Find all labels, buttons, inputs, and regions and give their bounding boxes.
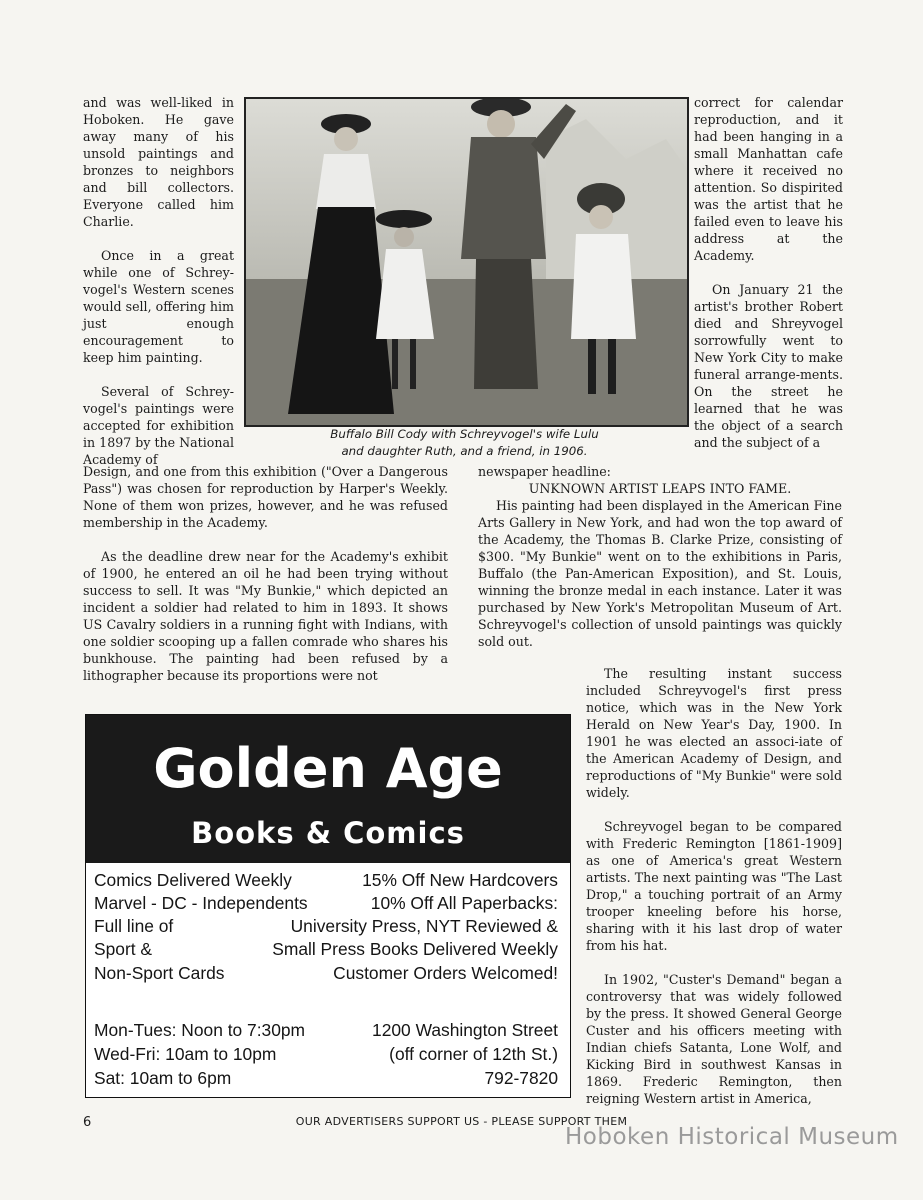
middle-left-column [83, 463, 448, 701]
paragraph: Schreyvogel began to be compared with Frederic Remington [1861-1909] as one of America's great Western artists. The next painting was "The Last Drop," a touching portrait of an Army trooper kneeling before his horse, sharing with it his last drop of water from his hat. [586, 819, 842, 953]
paragraph: correct for calendar reproduction, and it had been hanging in a small Manhattan cafe where it received no attention. So dispirited was the artist that he failed even to leave his address at the Academy. [694, 95, 843, 263]
paragraph: As the deadline drew near for the Academy's exhibit of 1900, he entered an oil he had been trying without success to sell. It was "My Bunkie," which depicted an incident a soldier had related to him in 1893. It shows US Cavalry soldiers in a running fight with Indians, with one soldier scooping up a fallen comrade who shares his bunkhouse. The painting had been refused by a lithographer because its proportions were not [83, 549, 448, 683]
paragraph: The resulting instant success included Schreyvogel's first press notice, which was in the New York Herald on New Year's Day, 1900. In 1901 he was elected an associ-iate of the American Academy of Design, and reproductions of "My Bunkie" were sold widely. [586, 666, 842, 800]
paragraph: Several of Schrey-vogel's paintings were accepted for exhibition in 1897 by the National Academy of [83, 384, 234, 467]
store-hours: Wed-Fri: 10am to 10pm [94, 1044, 277, 1064]
ad-line: Small Press Books Delivered Weekly [272, 939, 558, 959]
watermark: Hoboken Historical Museum [565, 1124, 899, 1150]
ad-line: 15% Off New Hardcovers [362, 870, 558, 890]
paragraph: Design, and one from this exhibition ("Over a Dangerous Pass") was chosen for reproduction by Harper's Weekly. None of them won prizes, however, and he was refused membership in the Academy. [83, 464, 448, 530]
paragraph: newspaper headline: [478, 464, 611, 479]
photograph-image [246, 99, 687, 425]
ad-line: 10% Off All Paperbacks: [370, 893, 558, 913]
ad-line: Marvel - DC - Independents [94, 893, 308, 913]
caption-line: and daughter Ruth, and a friend, in 1906. [341, 444, 588, 458]
middle-right-column [478, 463, 842, 667]
right-column [694, 94, 843, 468]
left-column [83, 94, 234, 485]
golden-age-advertisement [85, 714, 571, 1098]
bottom-right-column [586, 665, 842, 1124]
paragraph: On January 21 the artist's brother Robert died and Shreyvogel sorrowfully went to New York City to make funeral arrange-ments. On the street he learned that he was the object of a search and the subject of a [694, 282, 843, 450]
ad-line: University Press, NYT Reviewed & [290, 916, 558, 936]
store-phone: 792-7820 [484, 1068, 558, 1088]
ad-line: Full line of [94, 916, 174, 936]
store-address: (off corner of 12th St.) [389, 1044, 558, 1064]
ad-line: Sport & [94, 939, 152, 959]
store-address: 1200 Washington Street [372, 1020, 558, 1040]
footer-text: OUR ADVERTISERS SUPPORT US - PLEASE SUPPORT THEM [295, 1115, 628, 1128]
headline: UNKNOWN ARTIST LEAPS INTO FAME. [528, 481, 792, 496]
paragraph: and was well-liked in Hoboken. He gave away many of his unsold paintings and bronzes to neighbors and bill collectors. Everyone called him Charlie. [83, 95, 234, 229]
ad-header [86, 715, 570, 863]
ad-line: Non-Sport Cards [94, 963, 225, 983]
ad-line: Comics Delivered Weekly [94, 870, 292, 890]
photo-caption [244, 426, 685, 460]
photograph [244, 97, 689, 427]
paragraph: Once in a great while one of Schrey-vogel's Western scenes would sell, offering him just enough encouragement to keep him painting. [83, 248, 234, 365]
ad-line: Customer Orders Welcomed! [333, 963, 558, 983]
paragraph: In 1902, "Custer's Demand" began a controversy that was widely followed by the press. It showed General George Custer and his officers meeting with Indian chiefs Satanta, Lone Wolf, and Kicking Bird in southwest Kansas in 1869. Frederic Remington, then reigning Western artist in America, [586, 972, 842, 1106]
page-number: 6 [83, 1115, 92, 1130]
caption-line: Buffalo Bill Cody with Schreyvogel's wife Lulu [330, 427, 599, 441]
store-hours: Mon-Tues: Noon to 7:30pm [94, 1020, 306, 1040]
store-hours: Sat: 10am to 6pm [94, 1068, 232, 1088]
ad-subtitle: Books & Comics [191, 816, 465, 850]
paragraph: His painting had been displayed in the American Fine Arts Gallery in New York, and had won the top award of the Academy, the Thomas B. Clarke Prize, consisting of $300. "My Bunkie" went on to the exhibitions in Paris, Buffalo (the Pan-American Exposition), and St. Louis, winning the bronze medal in each instance. Later it was purchased by New York's Metropolitan Museum of Art. Schreyvogel's collection of unsold paintings was quickly sold out. [478, 498, 842, 649]
ad-title: Golden Age [153, 737, 503, 800]
